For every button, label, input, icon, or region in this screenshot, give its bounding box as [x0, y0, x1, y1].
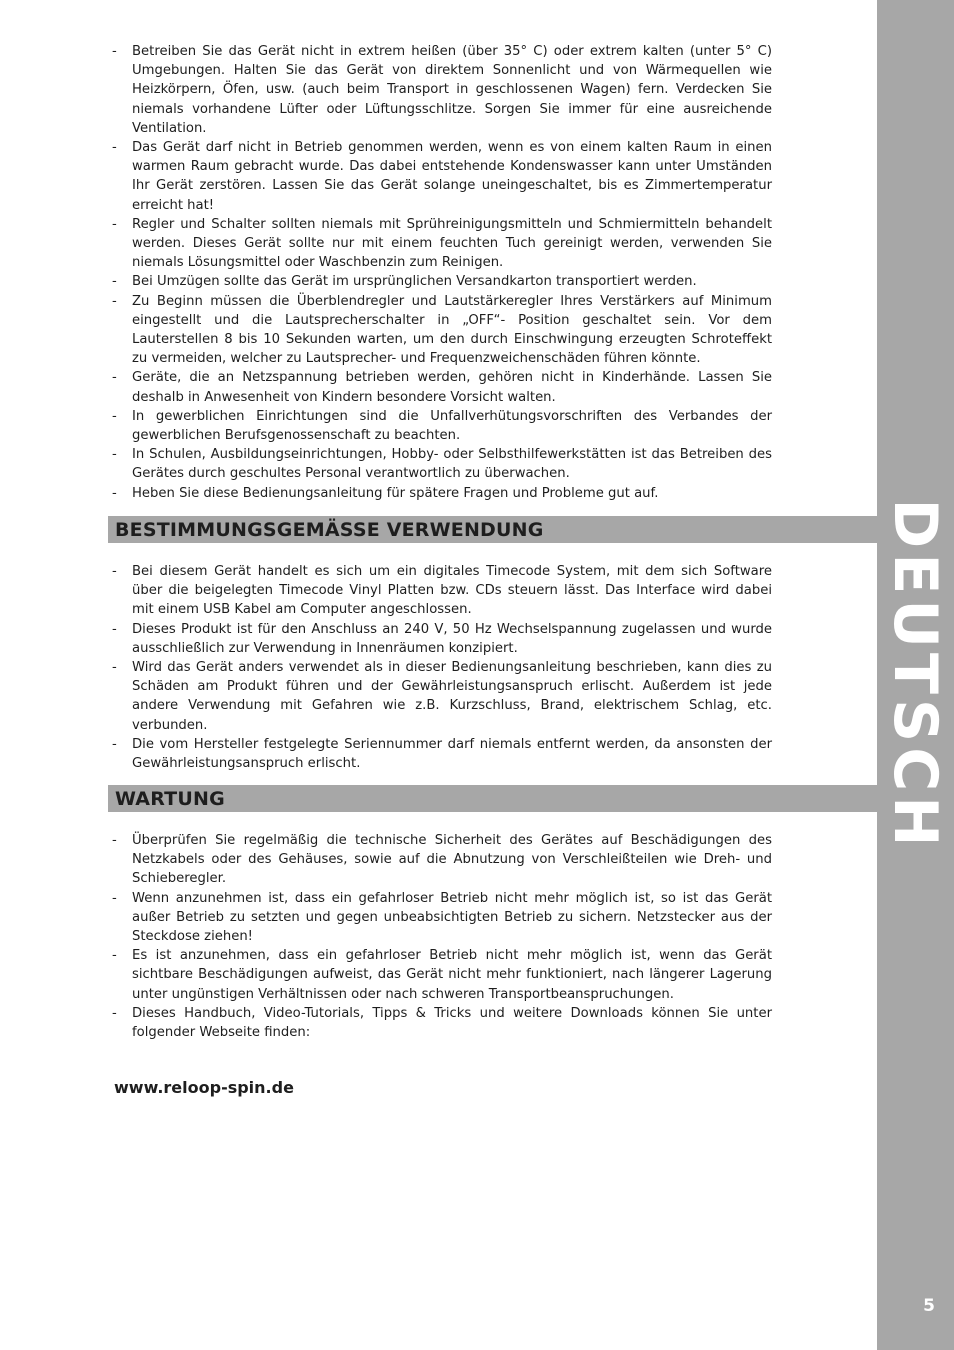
maintenance-list: [110, 831, 772, 1042]
list-item: - Dieses Handbuch, Video-Tutorials, Tipps & Tricks und weitere Downloads können Sie unter folgender Webseite finden:: [112, 1005, 772, 1041]
list-item: - Die vom Hersteller festgelegte Seriennummer darf niemals entfernt werden, da ansonsten der Gewährleistungsanspruch erlischt.: [112, 736, 772, 772]
list-item: - In gewerblichen Einrichtungen sind die Unfallverhütungsvorschriften des Verbandes der gewerblichen Berufsgenossenschaft zu beachten.: [112, 408, 772, 444]
section-heading-maintenance: [108, 785, 877, 812]
section-title: BESTIMMUNGSGEMÄSSE VERWENDUNG: [115, 519, 544, 541]
list-item: - Regler und Schalter sollten niemals mit Sprühreinigungsmitteln und Schmiermitteln behandelt werden. Dieses Gerät sollte nur mit einem feuchten Tuch gereinigt werden, verwenden Sie niemals Lösungsmittel oder Waschbenzin zum Reinigen.: [112, 216, 772, 271]
safety-list: [110, 42, 772, 503]
website-link[interactable]: www.reloop-spin.de: [114, 1078, 294, 1097]
list-item: - Betreiben Sie das Gerät nicht in extrem heißen (über 35° C) oder extrem kalten (unter 5° C) Umgebungen. Halten Sie das Gerät von direktem Sonnenlicht und von Wärmequellen wie Heizkörpern, Öfen, usw. (auch beim Transport in geschlossenen Wagen) fern. Verdecken Sie niemals vorhandene Lüfter oder Lüftungsschlitze. Sorgen Sie immer für eine ausreichende Ventilation.: [112, 44, 772, 136]
list-item: - Heben Sie diese Bedienungsanleitung für spätere Fragen und Probleme gut auf.: [112, 485, 659, 501]
list-item: - Zu Beginn müssen die Überblendregler und Lautstärkeregler Ihres Verstärkers auf Minimum eingestellt und die Lautsprecherschalter in „OFF“- Position geschaltet sein. Vor dem Lauterstellen 8 bis 10 Sekunden warten, um den durch Einschwingung erzeugten Schroteffekt zu vermeiden, welcher zu Lautsprecher- und Frequenzweichenschäden führen könnte.: [112, 293, 772, 367]
list-item: - Dieses Produkt ist für den Anschluss an 240 V, 50 Hz Wechselspannung zugelassen und wurde ausschließlich zur Verwendung in Innenräumen konzipiert.: [112, 621, 772, 656]
usage-list: [110, 562, 772, 773]
list-item: - Es ist anzunehmen, dass ein gefahrloser Betrieb nicht mehr möglich ist, wenn das Gerät sichtbare Beschädigungen aufweist, das Gerät nicht mehr funktioniert, nach längerer Lagerung unter ungünstigen Verhältnissen oder nach schweren Transportbeanspruchungen.: [112, 948, 772, 1002]
section-heading-usage: [108, 516, 877, 543]
list-item: - Wird das Gerät anders verwendet als in dieser Bedienungsanleitung beschrieben, kann dies zu Schäden am Produkt führen und der Gewährleistungsanspruch erlischt. Außerdem ist jede andere Verwendung mit Gefahren wie z.B. Kurzschluss, Brand, elektrischem Schlag, etc. verbunden.: [112, 660, 772, 733]
section-title: WARTUNG: [115, 788, 225, 810]
list-item: - Wenn anzunehmen ist, dass ein gefahrloser Betrieb nicht mehr möglich ist, so ist das Gerät außer Betrieb zu setzten und gegen unbeabsichtigten Betrieb zu sichern. Netzstecker aus der Steckdose ziehen!: [112, 890, 772, 945]
list-item: - Geräte, die an Netzspannung betrieben werden, gehören nicht in Kinderhände. Lassen Sie deshalb in Anwesenheit von Kindern besondere Vorsicht walten.: [112, 370, 772, 405]
page-number: 5: [923, 1296, 935, 1316]
list-item: - Überprüfen Sie regelmäßig die technische Sicherheit des Gerätes auf Beschädigungen des Netzkabels oder des Gehäuses, sowie auf die Abnutzung von Verschleißteilen wie Dreh- und Schieberegler.: [112, 833, 772, 887]
list-item: - Bei diesem Gerät handelt es sich um ein digitales Timecode System, mit dem sich Software über die beigelegten Timecode Vinyl Platten bzw. CDs steuern lässt. Das Interface wird dabei mit einem USB Kabel am Computer angeschlossen.: [112, 564, 772, 618]
language-label: DEUTSCH: [880, 498, 950, 852]
list-item: - Das Gerät darf nicht in Betrieb genommen werden, wenn es von einem kalten Raum in einen warmen Raum gebracht wurde. Das dabei entstehende Kondenswasser kann unter Umständen Ihr Gerät zerstören. Lassen Sie das Gerät solange uneingeschaltet, bis es Zimmertemperatur erreicht hat!: [112, 140, 772, 213]
list-item: - In Schulen, Ausbildungseinrichtungen, Hobby- oder Selbsthilfewerkstätten ist das Betreiben des Gerätes durch geschultes Personal verantwortlich zu überwachen.: [112, 447, 772, 482]
list-item: - Bei Umzügen sollte das Gerät im ursprünglichen Versandkarton transportiert werden.: [112, 274, 697, 290]
